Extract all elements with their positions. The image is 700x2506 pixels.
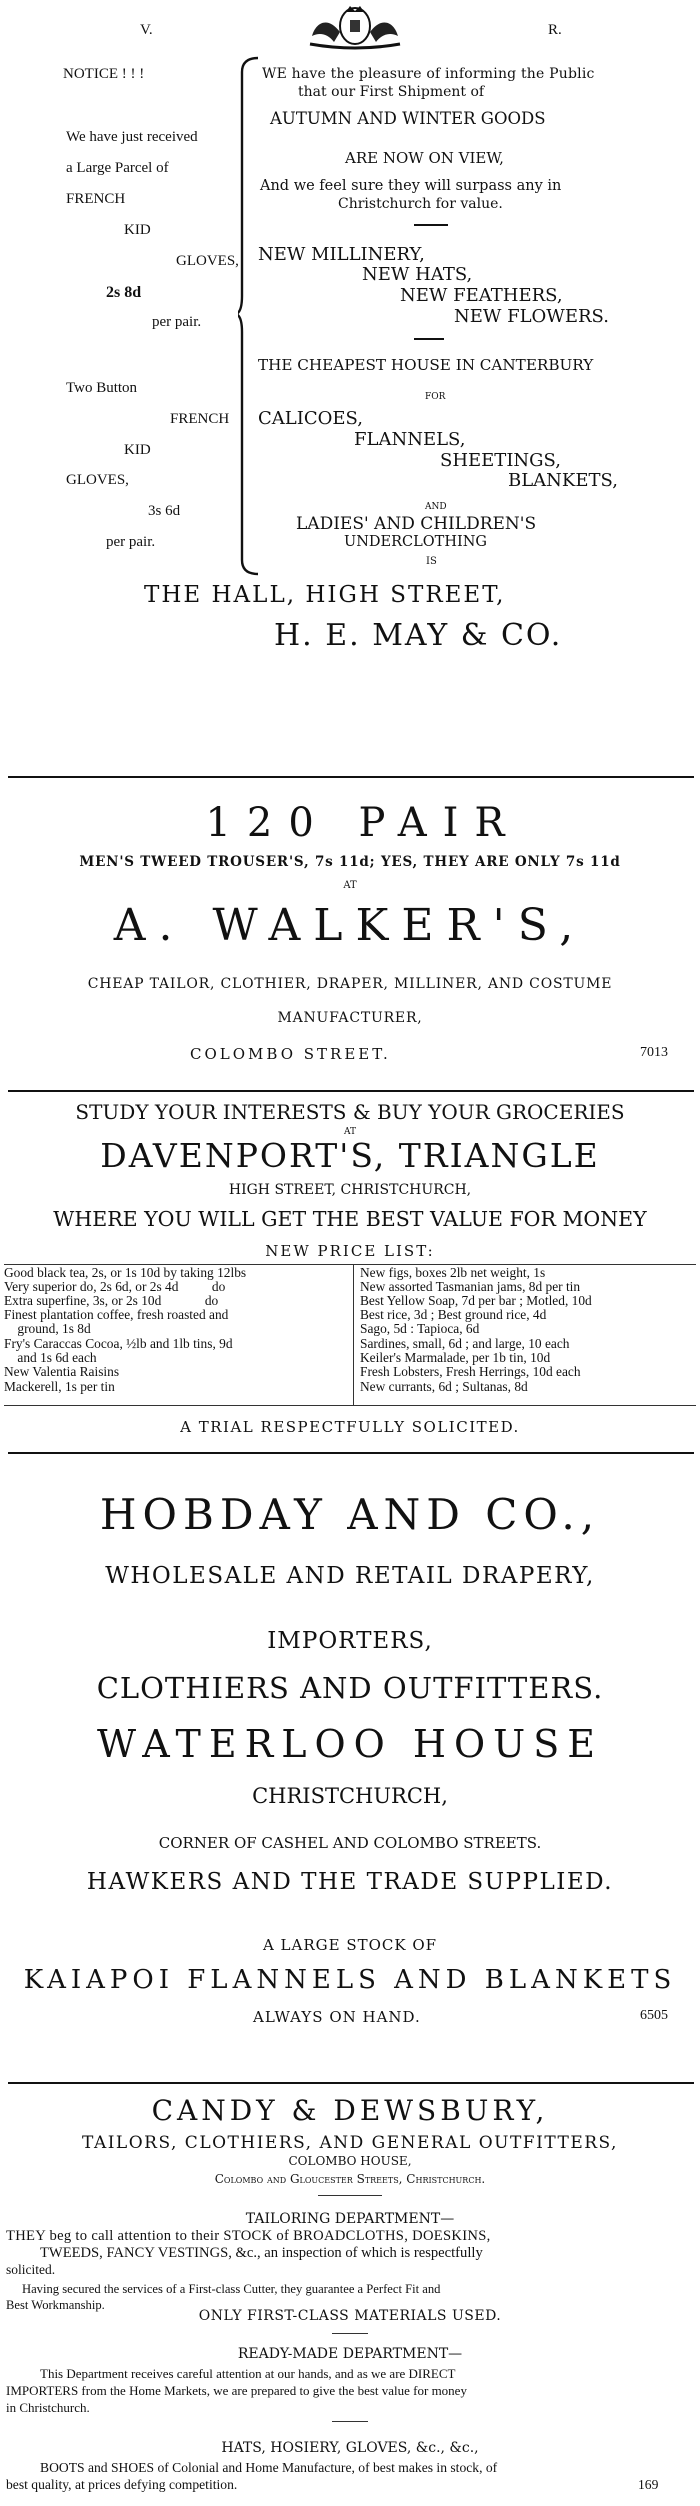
tailoring-paragraph: TWEEDS, FANCY VESTINGS, &c., an inspection of which is respectfully: [40, 2245, 483, 2261]
fabric-line: BLANKETS,: [508, 470, 618, 491]
is-line: IS: [426, 556, 437, 567]
price-item: Sardines, small, 6d ; and large, 10 each: [360, 1336, 570, 1351]
walker-at: AT: [343, 880, 357, 891]
short-rule: [318, 2195, 382, 2196]
tailoring-paragraph: THEY beg to call attention to their STOCK of BROADCLOTHS, DOESKINS,: [6, 2228, 491, 2244]
tailoring-heading: TAILORING DEPARTMENT—: [245, 2211, 455, 2227]
boots-paragraph: best quality, at prices defying competition.: [6, 2477, 238, 2492]
short-rule: [332, 2333, 368, 2334]
price-item: Very superior do, 2s 6d, or 2s 4d do: [4, 1279, 226, 1294]
hobday-city: CHRISTCHURCH,: [252, 1784, 448, 1808]
wholesale-line: WHOLESALE AND RETAIL DRAPERY,: [105, 1563, 595, 1589]
intro-line: that our First Shipment of: [298, 84, 485, 100]
millinery-line: NEW FEATHERS,: [400, 285, 563, 306]
colombo-house: COLOMBO HOUSE,: [288, 2154, 412, 2168]
price-item: Keiler's Marmalade, per 1b tin, 10d: [360, 1350, 551, 1365]
hobday-name: HOBDAY AND CO.,: [99, 1490, 601, 1539]
notice-line: Two Button: [66, 380, 138, 396]
hats-heading: HATS, HOSIERY, GLOVES, &c., &c.,: [221, 2440, 479, 2456]
fabric-line: SHEETINGS,: [440, 450, 561, 471]
and-line: AND: [425, 502, 447, 512]
section-divider: [8, 2082, 694, 2084]
cheapest-house-line: THE CHEAPEST HOUSE IN CANTERBURY: [258, 356, 594, 374]
price-item: New Valentia Raisins: [4, 1364, 120, 1379]
autumn-goods-heading: AUTUMN AND WINTER GOODS: [270, 109, 546, 128]
importers-line: IMPORTERS,: [267, 1628, 433, 1654]
ready-made-heading: READY-MADE DEPARTMENT—: [237, 2346, 463, 2362]
short-rule: [414, 224, 448, 226]
underclothing-line: UNDERCLOTHING: [344, 534, 487, 550]
price-item: ground, 1s 8d: [4, 1321, 91, 1336]
ad-code: 6505: [640, 2008, 668, 2023]
walker-description: MANUFACTURER,: [277, 1010, 423, 1026]
section-divider: [8, 776, 694, 778]
price-item: Best Yellow Soap, 7d per bar ; Motled, 10d: [360, 1293, 592, 1308]
ready-made-paragraph: in Christchurch.: [6, 2400, 90, 2415]
notice-line: FRENCH: [66, 191, 126, 207]
feel-line: And we feel sure they will surpass any in: [260, 178, 562, 194]
short-rule: [414, 338, 444, 340]
tailoring-paragraph: Best Workmanship.: [6, 2298, 105, 2312]
hawkers-line: HAWKERS AND THE TRADE SUPPLIED.: [86, 1869, 614, 1895]
may-company-name: H. E. MAY & CO.: [274, 618, 563, 653]
ready-made-paragraph: IMPORTERS from the Home Markets, we are prepared to give the best value for money: [6, 2383, 467, 2398]
price-item: Extra superfine, 3s, or 2s 10d do: [4, 1293, 219, 1308]
intro-line: WE have the pleasure of informing the Public: [262, 66, 595, 82]
notice-line: KID: [124, 442, 151, 458]
candy-trades: TAILORS, CLOTHIERS, AND GENERAL OUTFITTERS,: [82, 2133, 618, 2153]
large-stock-line: A LARGE STOCK OF: [262, 1936, 438, 1954]
price-item: Fry's Caraccas Cocoa, ½lb and 1lb tins, 9d: [4, 1336, 233, 1351]
section-divider: [8, 1090, 694, 1092]
short-rule: [332, 2421, 368, 2422]
price-item: New figs, boxes 2lb net weight, 1s: [360, 1265, 546, 1280]
notice-line: KID: [124, 222, 151, 238]
feel-line: Christchurch for value.: [338, 196, 503, 212]
page-number: 169: [638, 2477, 659, 2492]
notice-line: per pair.: [106, 534, 156, 550]
fabric-line: CALICOES,: [258, 408, 363, 429]
price-item: Best rice, 3d ; Best ground rice, 4d: [360, 1307, 547, 1322]
davenport-address: HIGH STREET, CHRISTCHURCH,: [228, 1182, 472, 1198]
price-item: New assorted Tasmanian jams, 8d per tin: [360, 1279, 581, 1294]
where-headline: WHERE YOU WILL GET THE BEST VALUE FOR MONEY: [53, 1207, 647, 1231]
price-item: Finest plantation coffee, fresh roasted and: [4, 1307, 229, 1322]
notice-line: per pair.: [152, 314, 202, 330]
for-line: FOR: [425, 392, 446, 402]
study-headline: STUDY YOUR INTERESTS & BUY YOUR GROCERIES: [75, 1100, 625, 1124]
price-list-title: NEW PRICE LIST:: [265, 1242, 435, 1260]
millinery-line: NEW FLOWERS.: [454, 306, 609, 327]
clothiers-line: CLOTHIERS AND OUTFITTERS.: [96, 1671, 604, 1705]
price-item: and 1s 6d each: [4, 1350, 97, 1365]
notice-line: a Large Parcel of: [66, 160, 169, 176]
notice-heading: NOTICE ! ! !: [63, 66, 145, 82]
price-item: Fresh Lobsters, Fresh Herrings, 10d each: [360, 1364, 581, 1379]
price-list-divider: [353, 1264, 354, 1405]
price-two-button-gloves: 3s 6d: [148, 503, 181, 519]
walker-street: COLOMBO STREET.: [190, 1045, 391, 1063]
notice-line: FRENCH: [170, 411, 230, 427]
price-item: Sago, 5d : Tapioca, 6d: [360, 1321, 480, 1336]
bracket-divider: [238, 56, 260, 576]
davenport-name: DAVENPORT'S, TRIANGLE: [100, 1136, 600, 1175]
crest-left-letter: V.: [140, 22, 153, 38]
hall-address: THE HALL, HIGH STREET,: [144, 582, 506, 608]
price-item: Good black tea, 2s, or 1s 10d by taking 12lbs: [4, 1265, 247, 1280]
pair-headline: 120 PAIR: [205, 800, 521, 846]
on-view-line: ARE NOW ON VIEW,: [345, 149, 504, 167]
tailoring-paragraph: solicited.: [6, 2262, 56, 2277]
boots-paragraph: BOOTS and SHOES of Colonial and Home Manufacture, of best makes in stock, of: [40, 2460, 498, 2475]
ready-made-paragraph: This Department receives careful attention at our hands, and as we are DIRECT: [40, 2366, 456, 2381]
ad-code: 7013: [640, 1045, 668, 1060]
trousers-line: MEN'S TWEED TROUSER'S, 7s 11d; YES, THEY ARE ONLY 7s 11d: [79, 854, 621, 870]
fabric-line: FLANNELS,: [354, 429, 466, 450]
royal-crest-icon: [300, 2, 410, 50]
davenport-at: AT: [343, 1127, 356, 1137]
ladies-line: LADIES' AND CHILDREN'S: [296, 514, 537, 534]
section-divider: [8, 1452, 694, 1454]
always-line: ALWAYS ON HAND.: [253, 2008, 421, 2026]
notice-line: GLOVES,: [176, 253, 239, 269]
walker-name: A. WALKER'S,: [113, 900, 587, 951]
candy-name: CANDY & DEWSBURY,: [151, 2094, 549, 2127]
price-list-bottom-rule: [4, 1405, 696, 1406]
millinery-line: NEW MILLINERY,: [258, 244, 425, 265]
kaiapoi-line: KAIAPOI FLANNELS AND BLANKETS: [23, 1965, 677, 1995]
waterloo-house: WATERLOO HOUSE: [97, 1722, 603, 1766]
notice-line: GLOVES,: [66, 472, 129, 488]
millinery-line: NEW HATS,: [362, 264, 473, 285]
corner-line: CORNER OF CASHEL AND COLOMBO STREETS.: [158, 1834, 542, 1852]
notice-line: We have just received: [66, 129, 198, 145]
price-item: New currants, 6d ; Sultanas, 8d: [360, 1379, 528, 1394]
trial-line: A TRIAL RESPECTFULLY SOLICITED.: [180, 1418, 520, 1436]
price-first-gloves: 2s 8d: [106, 284, 142, 301]
tailoring-paragraph: Having secured the services of a First-class Cutter, they guarantee a Perfect Fit and: [22, 2282, 441, 2296]
candy-address: Colombo and Gloucester Streets, Christchurch.: [214, 2172, 486, 2186]
crest-right-letter: R.: [548, 22, 562, 38]
price-item: Mackerell, 1s per tin: [4, 1379, 115, 1394]
materials-line: ONLY FIRST-CLASS MATERIALS USED.: [198, 2308, 502, 2324]
walker-description: CHEAP TAILOR, CLOTHIER, DRAPER, MILLINER, AND COSTUME: [87, 976, 613, 992]
